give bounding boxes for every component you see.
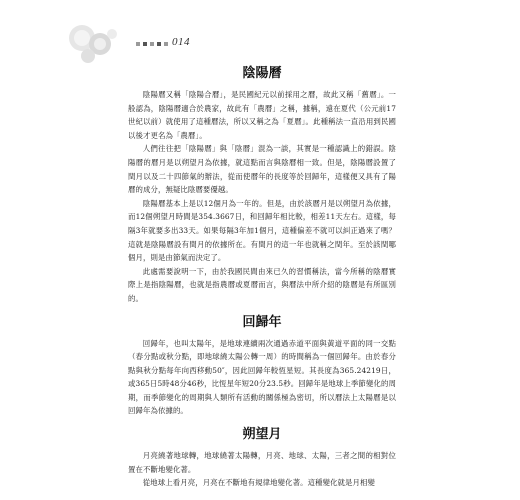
paragraph: 陰陽曆又稱「陰陽合曆」，是民國紀元以前採用之曆，故此又稱「舊曆」。一般認為，陰陽曆適合於農家，故此有「農曆」之稱，據稱，遠在夏代（公元前17世紀以前）就使用了這種曆法，所以又稱之為「夏曆」。此種稱法一直沿用到民國以後才更名為「農曆」。 [128,90,396,140]
paragraph: 從地球上看月亮，月亮在不斷地有規律地變化著。這種變化就是月相變 [142,478,376,488]
paragraph: 月亮繞著地球轉，地球繞著太陽轉，月亮、地球、太陽，三者之間的相對位置在不斷地變化著。 [128,451,396,474]
paragraph: 人們往往把「陰陽曆」與「陰曆」混為一談，其實是一種認識上的錯誤。陰陽曆的曆月是以朔望月為依據，就這點而言與陰曆相一致。但是，陰陽曆設置了閏月以及二十四節氣的辦法，從而使曆年的長度等於回歸年，這樣便又具有了陽曆的成分，無疑比陰曆要優越。 [128,144,396,195]
paragraph: 回歸年，也叫太陽年，是地球連續兩次通過赤道平面與黃道平面的同一交點（春分點或秋分點，即地球繞太陽公轉一周）的時間稱為一個回歸年。由於春分點與秋分點每年向西移動50″，因此回歸年較恆星短。其長度為365.24219日，或365日5時48分46秒，比恆星年短20分23.5秒。回歸年是地球上季節變化的周期，而季節變化的周期與人類所有活動的關係極為密切，所以曆法上太陽曆是以回歸年為依據的。 [128,338,396,416]
section-title-tropical-year: 回歸年 [242,314,282,330]
section-title-yinyang-calendar: 陰陽曆 [242,66,282,81]
section-title-synodic-month: 朔望月 [242,427,282,443]
paragraph: 此處需要說明一下，由於我國民間由來已久的習慣稱法，當今所稱的陰曆實際上是指陰陽曆，也就是指農曆或夏曆而言，與曆法中所介紹的陰曆是有所區別的。 [128,266,396,303]
page-content [128,66,396,490]
paragraph: 陰陽曆基本上是以12個月為一年的。但是，由於該曆月是以朔望月為依據，而12個朔望月時間是354.3667日，和回歸年相比較，相差11天左右。這樣，每隔3年就要多出33天。如果每隔3年加1個月，這種偏差不就可以糾正過來了嗎？這就是陰陽曆設有閏月的依據所在。有閏月的這一年也就稱之閏年。至於該閏哪個月，則是由節氣而決定了。 [128,198,396,263]
ornamental-seal-icon [64,22,122,66]
page-number: 014 [172,36,190,48]
header-ornament [136,42,168,46]
